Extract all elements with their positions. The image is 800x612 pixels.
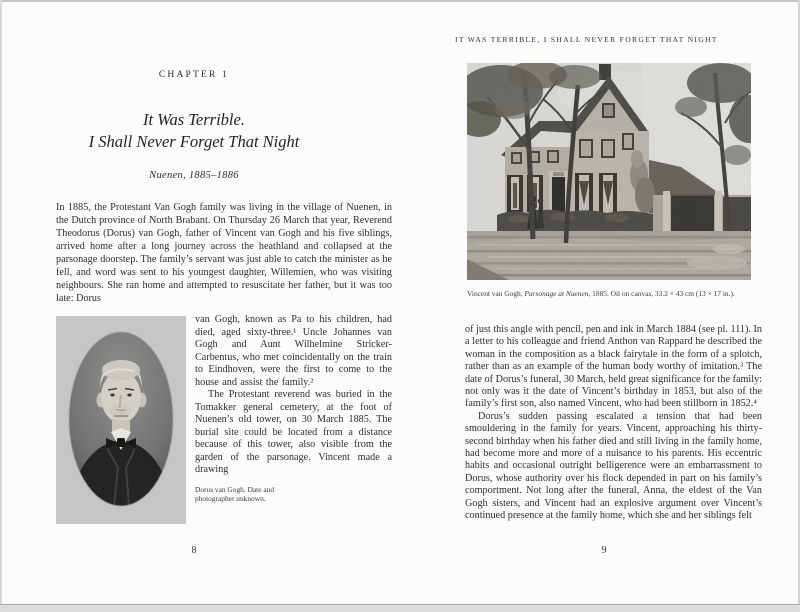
photo-caption-line2: photographer unknown.	[195, 493, 266, 503]
photo-text-wrap	[56, 314, 392, 503]
page-number-left: 8	[191, 545, 197, 556]
chapter-title	[26, 109, 362, 153]
body-paragraph: Dorus’s sudden passing escalated a tension that had been smouldering in the family for years. Vincent, approaching his thirty-second birthday when his father died and still living in the family home, had become more and more of a nuisance to his parents. His eccentric habits and occasional outright belligerence were an embarrassment to Dorus, whose authority over his flock depended in part on his family’s comportment. Not long after the funeral, Anna, the eldest of the Van Gogh sisters, and Vincent had an explosive argument over Vincent’s continued presence at the family home, which she and her siblings felt	[465, 410, 762, 522]
chapter-title-line1: It Was Terrible.	[143, 110, 245, 129]
scan-edge-top	[0, 0, 800, 2]
left-page-body	[56, 201, 392, 528]
dorus-photo	[56, 316, 186, 524]
chapter-label: CHAPTER 1	[158, 70, 230, 80]
body-paragraph: van Gogh, known as Pa to his children, had died, aged sixty-three.¹ Uncle Johannes van Gogh and Aunt Wilhelmine Stricker-Carbentus, who met coincidentally on the train to Eindhoven, were the first to come to the house and assist the family.²	[195, 314, 392, 388]
painting-caption-title: Parsonage at Nuenen	[524, 289, 589, 298]
body-paragraph: of just this angle with pencil, pen and ink in March 1884 (see pl. 111). In a letter to his colleague and friend Anthon van Rappard he described the woman in the composition as a black fairytale in the form of a splotch, rather than as an example of the human body worthy of imitation.³ The date of Dorus’s funeral, 30 March, held great significance for the family: not only was it the date of Vincent’s birthday in 1853, but also of the family’s first son, also named Vincent, who had been stillborn in 1852.⁴	[465, 324, 762, 410]
chapter-title-line2: I Shall Never Forget That Night	[88, 132, 300, 151]
body-paragraph: The Protestant reverend was buried in the Tomakker general cemetery, at the foot of Nuenen’s old tower, on 30 March 1885. The burial site could be located from a distance because of this tower, also visible from the garden of the parsonage. Vincent made a drawing	[195, 389, 392, 475]
painting-caption-details: , 1885. Oil on canvas, 33.2 × 43 cm (13 × 17 in.).	[588, 289, 735, 298]
scan-edge-left	[0, 0, 2, 612]
parsonage-painting-image	[467, 63, 751, 280]
dorus-photo-image	[56, 316, 186, 524]
photo-caption-line1: Dorus van Gogh. Date and	[195, 484, 275, 494]
book-bottom-edge	[0, 604, 800, 612]
body-paragraph: In 1885, the Protestant Van Gogh family was living in the village of Nuenen, in the Dutch province of North Brabant. On Thursday 26 March that year, Reverend Theodorus (Dorus) van Gogh, father of Vincent van Gogh and his five siblings, arrived home after a long journey across the heathland and collapsed at the parsonage doorstep. The family’s servant was just able to catch the minister as he fell, and word was sent to his youngest daughter, Willemien, who was visiting neighbours. She ran home and attempted to resuscitate her father, but it was too late: Dorus	[56, 202, 392, 304]
running-header: IT WAS TERRIBLE, I SHALL NEVER FORGET THAT NIGHT	[455, 35, 718, 44]
right-page-body	[465, 324, 762, 523]
painting-caption-artist: Vincent van Gogh,	[467, 289, 525, 298]
page-number-right: 9	[601, 545, 607, 556]
painting-caption	[467, 289, 767, 298]
parsonage-painting	[467, 63, 751, 280]
chapter-subtitle: Nuenen, 1885–1886	[149, 170, 239, 181]
